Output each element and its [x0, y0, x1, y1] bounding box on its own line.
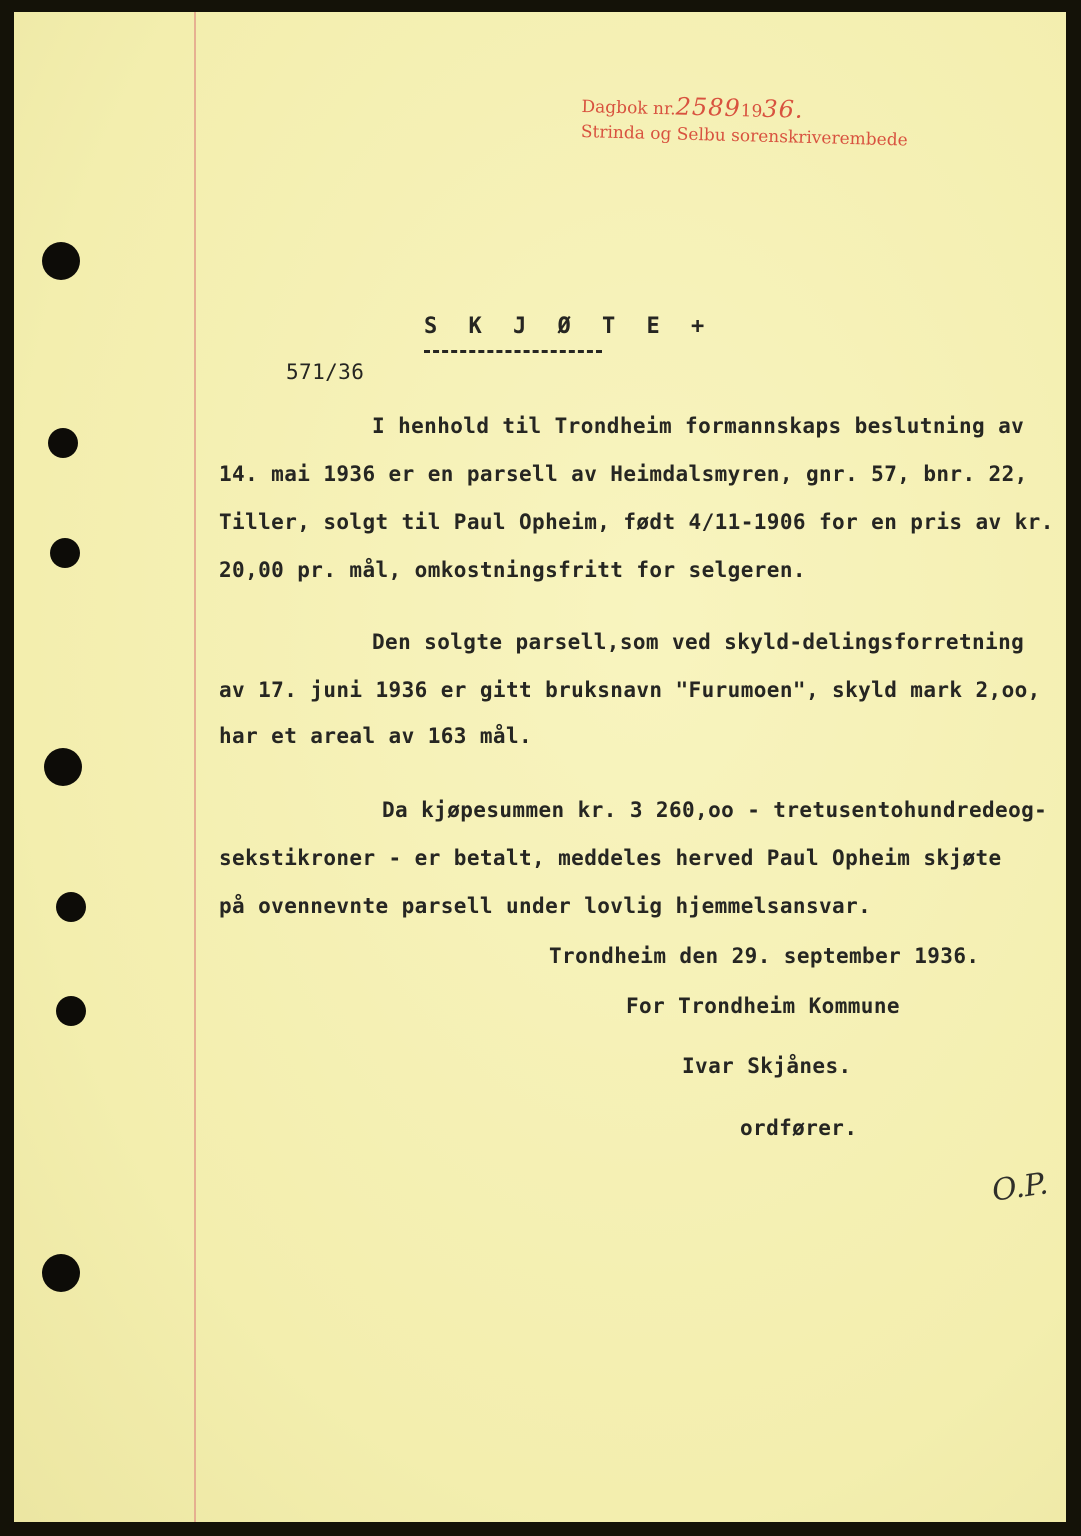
handwritten-initials: O.P. — [989, 1166, 1051, 1209]
punch-hole — [50, 538, 80, 568]
paragraph-1-line-3: Tiller, solgt til Paul Opheim, født 4/11-1906 for en pris av kr. — [219, 510, 1054, 534]
paragraph-1-line-1: I henhold til Trondheim formannskaps beslutning av — [372, 414, 1025, 438]
paragraph-1-line-2: 14. mai 1936 er en parsell av Heimdalsmyren, gnr. 57, bnr. 22, — [219, 462, 1028, 486]
on-behalf: For Trondheim Kommune — [626, 994, 900, 1018]
paragraph-2-line-2: av 17. juni 1936 er gitt bruksnavn "Furumoen", skyld mark 2,oo, — [219, 678, 1041, 702]
punch-hole — [42, 1254, 80, 1292]
stamp-prefix: Dagbok nr. — [581, 96, 676, 120]
paragraph-3-line-3: på ovennevnte parsell under lovlig hjemmelsansvar. — [219, 894, 872, 918]
paragraph-2-line-1: Den solgte parsell,som ved skyld-delingsforretning — [372, 630, 1025, 654]
paragraph-1-line-4: 20,00 pr. mål, omkostningsfritt for selgeren. — [219, 558, 806, 582]
paragraph-3-line-2: sekstikroner - er betalt, meddeles herved Paul Opheim skjøte — [219, 846, 1002, 870]
punch-hole — [48, 428, 78, 458]
document-title: S K J Ø T E + — [424, 314, 714, 339]
stamp-number: 2589 — [675, 92, 742, 123]
stamp-year: 36. — [762, 94, 804, 124]
punch-hole — [56, 892, 86, 922]
paragraph-3-line-1: Da kjøpesummen kr. 3 260,oo - tretusentohundredeog- — [382, 798, 1048, 822]
punch-hole — [42, 242, 80, 280]
signatory-role: ordfører. — [740, 1116, 858, 1140]
margin-line — [194, 12, 196, 1522]
title-underline — [424, 350, 602, 353]
signatory-name: Ivar Skjånes. — [682, 1054, 852, 1078]
case-number: 571/36 — [286, 360, 365, 384]
stamp-year-prefix: 19 — [740, 101, 763, 122]
document-page — [14, 12, 1066, 1522]
place-date: Trondheim den 29. september 1936. — [549, 944, 980, 968]
paragraph-2-line-3: har et areal av 163 mål. — [219, 724, 533, 748]
punch-hole — [44, 748, 82, 786]
stamp-office: Strinda og Selbu sorenskriverembede — [580, 121, 908, 151]
registry-stamp — [581, 90, 909, 151]
punch-hole — [56, 996, 86, 1026]
